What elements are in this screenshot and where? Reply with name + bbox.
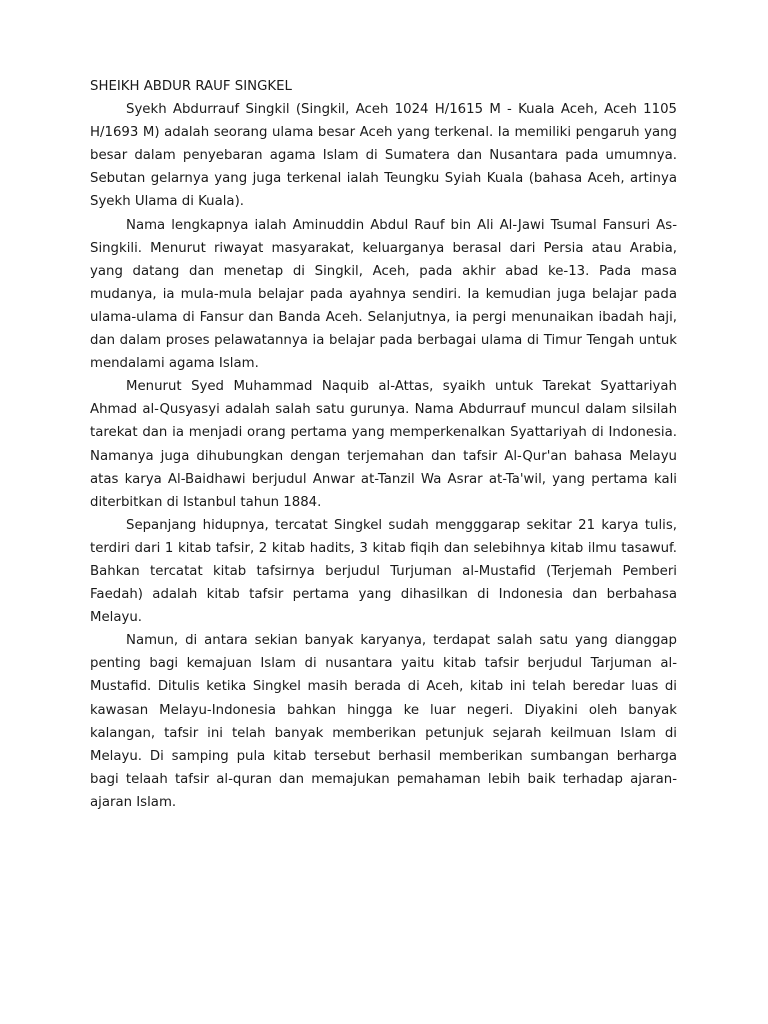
document-body bbox=[90, 75, 677, 814]
document-title: SHEIKH ABDUR RAUF SINGKEL bbox=[90, 79, 292, 94]
paragraph-5: Namun, di antara sekian banyak karyanya, terdapat salah satu yang dianggap penting bagi kemajuan Islam di nusantara yaitu kitab tafsir berjudul Tarjuman al-Mustafid. Ditulis ketika Singkel masih berada di Aceh, kitab ini telah beredar luas di kawasan Melayu-Indonesia bahkan hingga ke luar negeri. Diyakini oleh banyak kalangan, tafsir ini telah banyak memberikan petunjuk sejarah keilmuan Islam di Melayu. Di samping pula kitab tersebut berhasil memberikan sumbangan berharga bagi telaah tafsir al-quran dan memajukan pemahaman lebih baik terhadap ajaran-ajaran Islam. bbox=[90, 633, 677, 810]
paragraph-4: Sepanjang hidupnya, tercatat Singkel sudah mengggarap sekitar 21 karya tulis, terdiri dari 1 kitab tafsir, 2 kitab hadits, 3 kitab fiqih dan selebihnya kitab ilmu tasawuf. Bahkan tercatat kitab tafsirnya berjudul Turjuman al-Mustafid (Terjemah Pemberi Faedah) adalah kitab tafsir pertama yang dihasilkan di Indonesia dan berbahasa Melayu. bbox=[90, 517, 677, 626]
paragraph-3: Menurut Syed Muhammad Naquib al-Attas, syaikh untuk Tarekat Syattariyah Ahmad al-Qusyasyi adalah salah satu gurunya. Nama Abdurrauf muncul dalam silsilah tarekat dan ia menjadi orang pertama yang memperkenalkan Syattariyah di Indonesia. Namanya juga dihubungkan dengan terjemahan dan tafsir Al-Qur'an bahasa Melayu atas karya Al-Baidhawi berjudul Anwar at-Tanzil Wa Asrar at-Ta'wil, yang pertama kali diterbitkan di Istanbul tahun 1884. bbox=[90, 379, 677, 510]
paragraph-2: Nama lengkapnya ialah Aminuddin Abdul Rauf bin Ali Al-Jawi Tsumal Fansuri As-Singkili. Menurut riwayat masyarakat, keluarganya berasal dari Persia atau Arabia, yang datang dan menetap di Singkil, Aceh, pada akhir abad ke-13. Pada masa mudanya, ia mula-mula belajar pada ayahnya sendiri. Ia kemudian juga belajar pada ulama-ulama di Fansur dan Banda Aceh. Selanjutnya, ia pergi menunaikan ibadah haji, dan dalam proses pelawatannya ia belajar pada berbagai ulama di Timur Tengah untuk mendalami agama Islam. bbox=[90, 217, 677, 372]
paragraph-1: Syekh Abdurrauf Singkil (Singkil, Aceh 1024 H/1615 M - Kuala Aceh, Aceh 1105 H/1693 M) adalah seorang ulama besar Aceh yang terkenal. Ia memiliki pengaruh yang besar dalam penyebaran agama Islam di Sumatera dan Nusantara pada umumnya. Sebutan gelarnya yang juga terkenal ialah Teungku Syiah Kuala (bahasa Aceh, artinya Syekh Ulama di Kuala). bbox=[90, 102, 677, 210]
